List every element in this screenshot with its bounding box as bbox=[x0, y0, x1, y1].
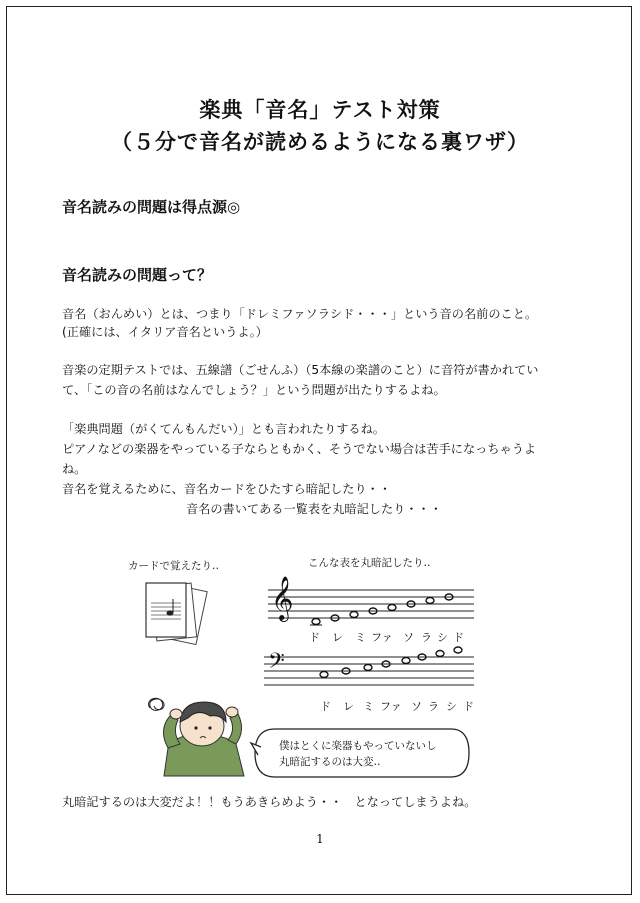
treble-clef-icon: 𝄞 bbox=[271, 576, 294, 620]
treble-note-name: ド bbox=[453, 631, 464, 644]
bass-clef-icon: 𝄢 bbox=[268, 649, 285, 679]
bass-staff bbox=[264, 653, 478, 693]
paragraph-line: 音名（おんめい）とは、つまり「ドレミファソラシド・・・」という音の名前のこと。 bbox=[62, 307, 538, 321]
bass-note-name: ミ bbox=[363, 700, 374, 713]
paragraph-line: (正確には、イタリア音名というよ。） bbox=[62, 325, 268, 339]
treble-note-name: ミ bbox=[355, 631, 366, 644]
paragraph-line: ね。 bbox=[62, 462, 87, 476]
closing-line: 丸暗記するのは大変だよ！！もうあきらめよう・・ となってしまうよね。 bbox=[62, 795, 477, 809]
paragraph-line: 「楽典問題（がくてんもんだい）」とも言われたりするね。 bbox=[62, 422, 385, 436]
paragraph-line: ピアノなどの楽器をやっている子ならともかく、そうでない場合は苦手になっちゃうよ bbox=[62, 442, 537, 456]
bass-note-name: ド bbox=[320, 700, 331, 713]
bass-note-name: ソ bbox=[411, 700, 422, 713]
bass-note-name: レ bbox=[343, 700, 354, 713]
treble-note-name: ラ bbox=[421, 631, 432, 644]
speech-line-1: 僕はとくに楽器もやっていないし bbox=[279, 740, 437, 752]
paragraph-line: 音名を覚えるために、音名カードをひたすら暗記したり・・ bbox=[62, 482, 392, 496]
paragraph-line: 音楽の定期テストでは、五線譜（ごせんふ）（5本線の楽譜のこと）に音符が書かれてい bbox=[62, 363, 539, 377]
treble-note-name: ソ bbox=[403, 631, 414, 644]
bass-note-name: ラ bbox=[428, 700, 439, 713]
heading-score-source: 音名読みの問題は得点源◎ bbox=[62, 198, 241, 216]
bass-note-name: ド bbox=[463, 700, 474, 713]
bass-note-name: ファ bbox=[380, 700, 402, 713]
treble-staff bbox=[268, 582, 478, 628]
treble-note-name: ファ bbox=[371, 631, 393, 644]
card-caption: カードで覚えたり‥ bbox=[128, 560, 220, 572]
paragraph-line: て、「この音の名前はなんでしょう？」という問題が出たりするよね。 bbox=[62, 383, 446, 397]
page-number: 1 bbox=[316, 832, 324, 846]
title-line-2: （５分で音名が読めるようになる裏ワザ） bbox=[111, 130, 529, 154]
cards-illustration bbox=[140, 575, 220, 655]
paragraph-line: 音名の書いてある一覧表を丸暗記したり・・・ bbox=[186, 502, 442, 516]
bass-note-name: シ bbox=[446, 700, 457, 713]
confused-boy-illustration bbox=[140, 690, 270, 780]
table-caption: こんな表を丸暗記したり‥ bbox=[308, 557, 431, 569]
heading-what-is: 音名読みの問題って？ bbox=[62, 266, 213, 284]
title-line-1: 楽典「音名」テスト対策 bbox=[199, 98, 441, 122]
treble-note-name: レ bbox=[332, 631, 343, 644]
treble-note-name: ド bbox=[309, 631, 320, 644]
speech-line-2: 丸暗記するのは大変‥ bbox=[279, 756, 381, 768]
treble-note-name: シ bbox=[437, 631, 448, 644]
